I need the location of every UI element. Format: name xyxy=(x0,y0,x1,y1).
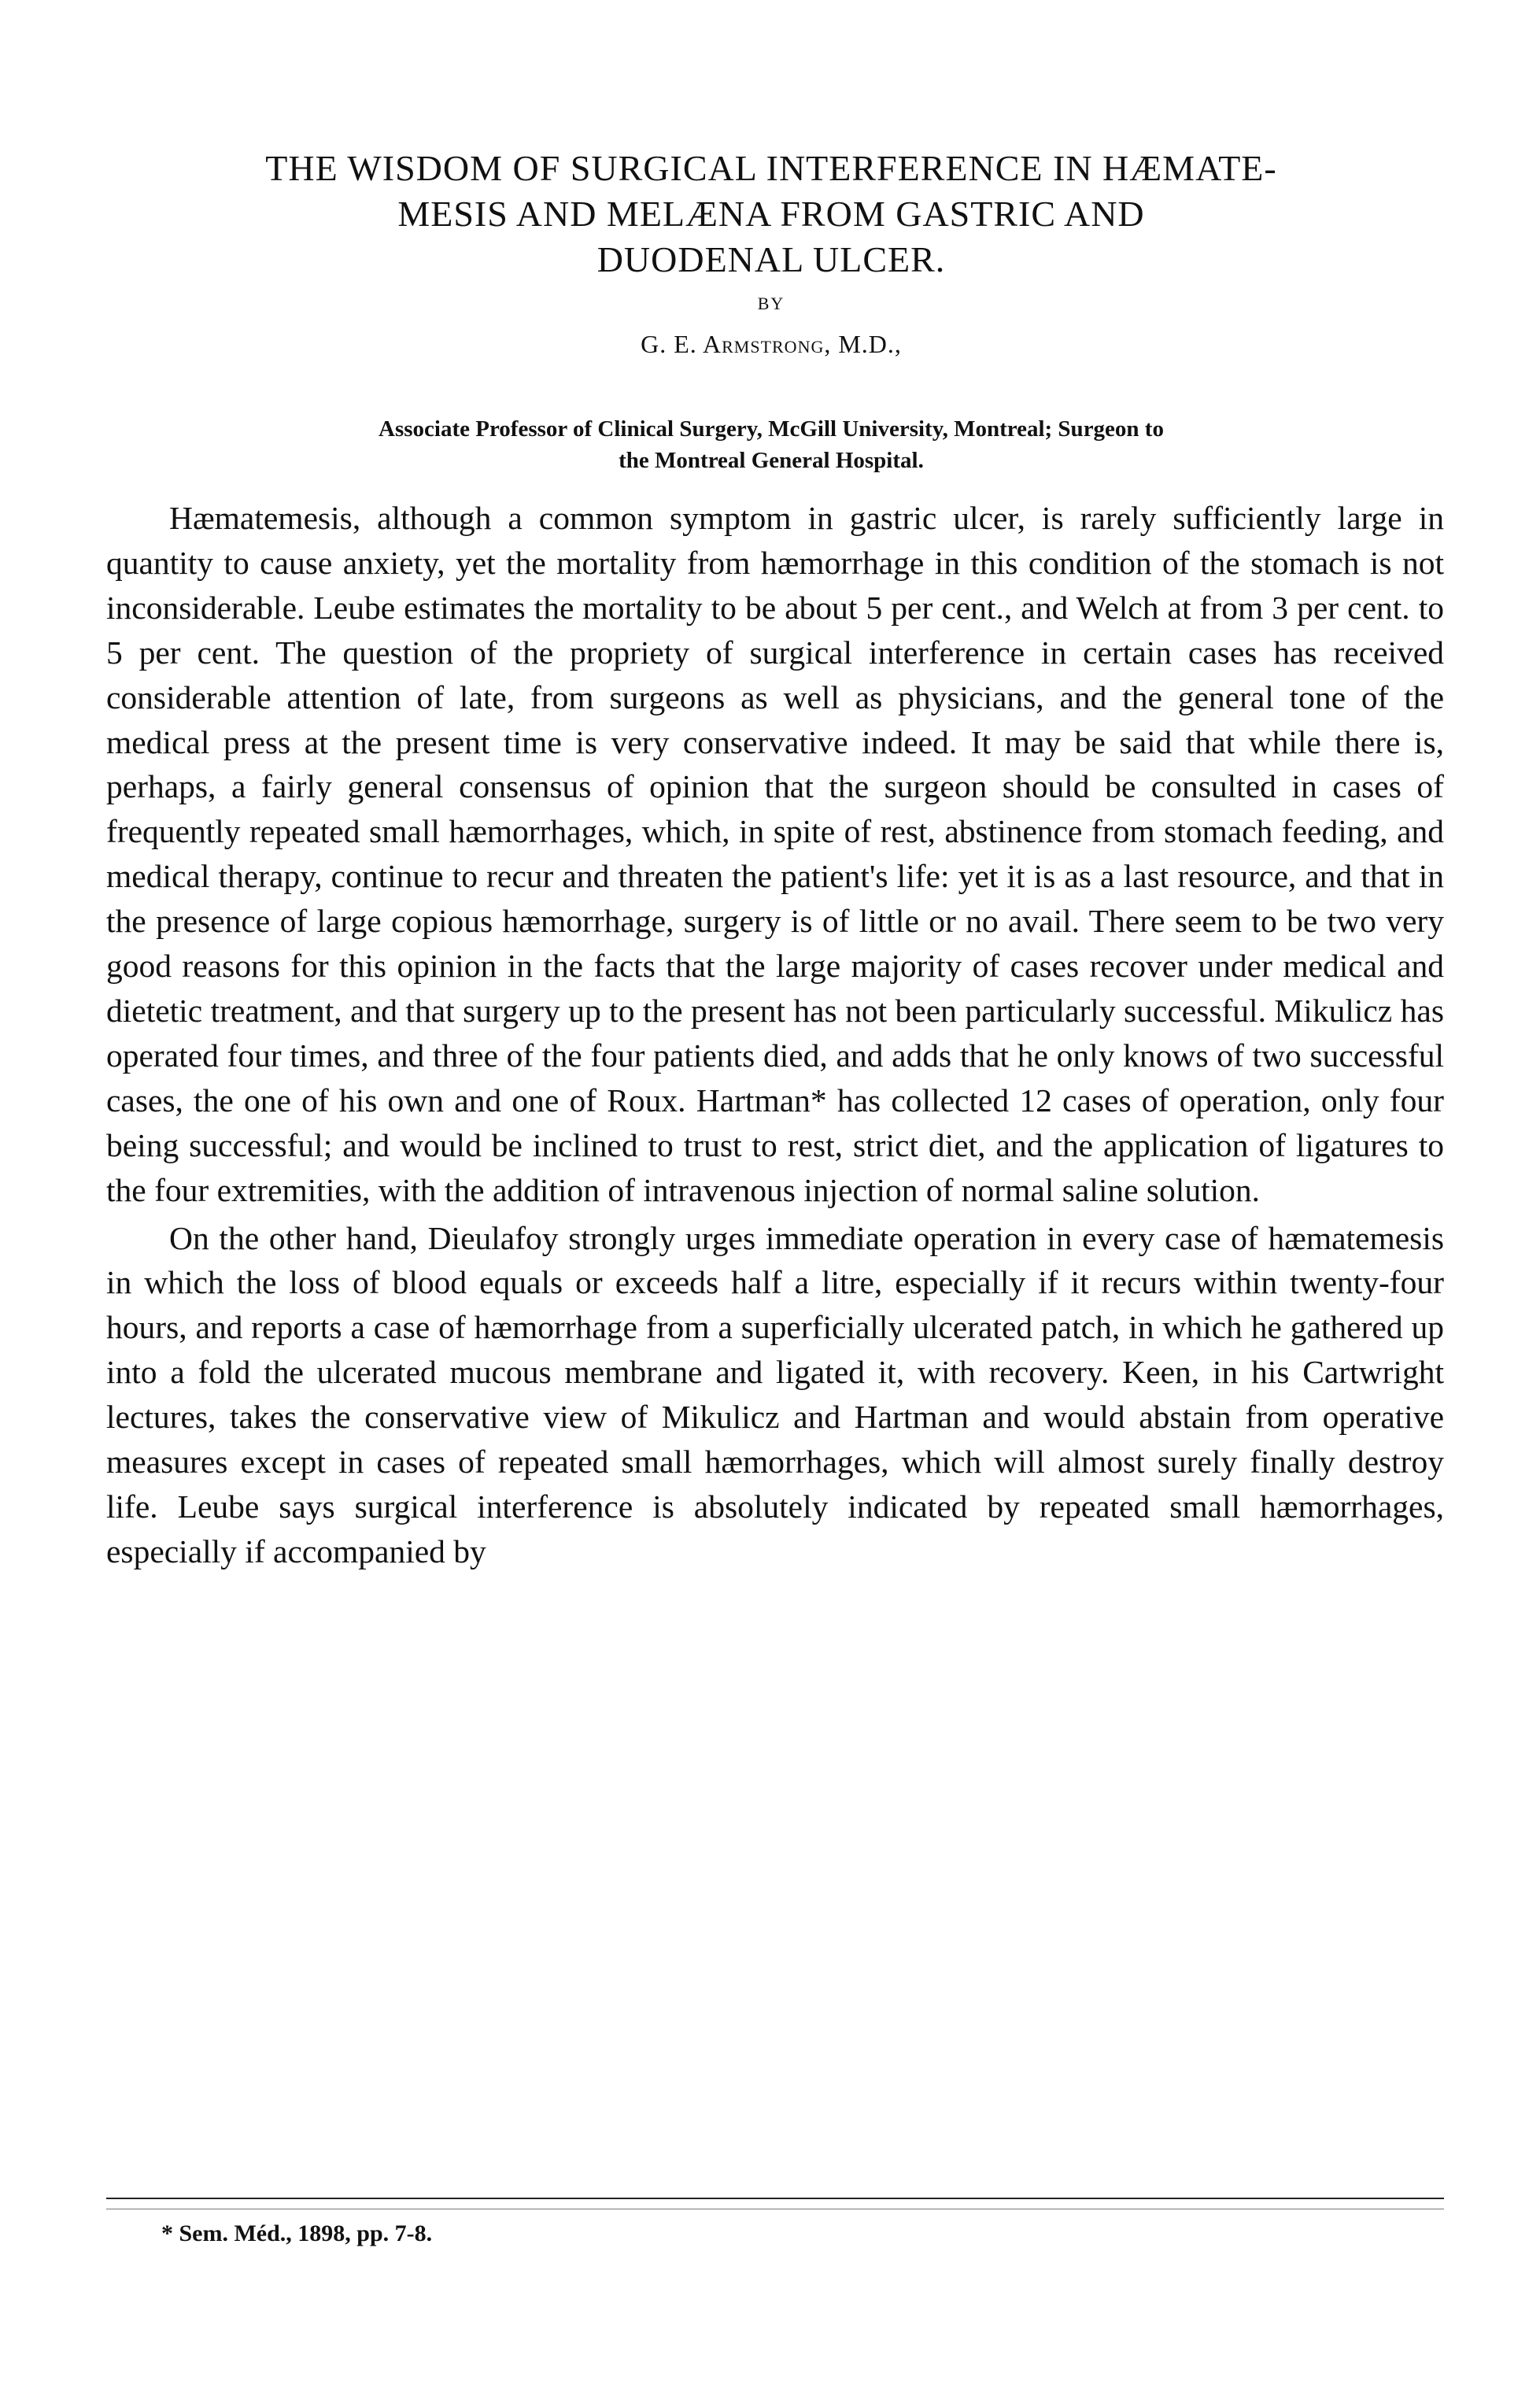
author-affiliation xyxy=(87,413,1456,476)
body-paragraph-2: On the other hand, Dieulafoy strongly urges immediate operation in every case of hæmatemesis in which the loss of blood equals or exceeds half a litre, especially if it recurs within twenty-four hours, and reports a case of hæmorrhage from a superficially ulcerated patch, in which he gathered up into a fold the ulcerated mucous membrane and ligated it, with recovery. Keen, in his Cartwright lectures, takes the conservative view of Mikulicz and Hartman and would abstain from operative measures except in cases of repeated small hæmorrhages, which will almost surely finally destroy life. Leube says surgical interference is absolutely indicated by repeated small hæmorrhages, especially if accompanied by xyxy=(106,1219,1444,1569)
footnote-divider xyxy=(106,2198,1444,2199)
affiliation-line-2: the Montreal General Hospital. xyxy=(619,448,924,473)
article-header xyxy=(94,146,1448,363)
body-paragraph-1: Hæmatemesis, although a common symptom in gastric ulcer, is rarely sufficiently large in quantity to cause anxiety, yet the mortality from hæmorrhage in this condition of the stomach is not inconsiderable. Leube estimates the mortality to be about 5 per cent., and Welch at from 3 per cent. to 5 per cent. The question of the propriety of surgical interference in certain cases has received considerable attention of late, from surgeons as well as physicians, and the general tone of the medical press at the present time is very conservative indeed. It may be said that while there is, perhaps, a fairly general consensus of opinion that the surgeon should be consulted in cases of frequently repeated small hæmorrhages, which, in spite of rest, abstinence from stomach feeding, and medical therapy, continue to recur and threaten the patient's life: yet it is as a last resource, and that in the presence of large copious hæmorrhage, surgery is of little or no avail. There seem to be two very good reasons for this opinion in the facts that the large majority of cases recover under medical and dietetic treatment, and that surgery up to the present has not been particularly successful. Mikulicz has operated four times, and three of the four patients died, and adds that he only knows of two successful cases, the one of his own and one of Roux. Hartman* has collected 12 cases of operation, only four being successful; and would be inclined to trust to rest, strict diet, and the application of ligatures to the four extremities, with the addition of intravenous injection of normal saline solution. xyxy=(106,500,1444,1208)
article-body xyxy=(106,496,1444,1577)
footnote: * Sem. Méd., 1898, pp. 7-8. xyxy=(161,2220,433,2246)
author-name: G. E. Armstrong, M.D., xyxy=(641,330,902,358)
article-title-line-3: DUODENAL ULCER. xyxy=(596,239,946,279)
byline: BY xyxy=(757,294,785,313)
article-title-line-1: THE WISDOM OF SURGICAL INTERFERENCE IN HÆMATE- xyxy=(265,148,1277,188)
affiliation-line-1: Associate Professor of Clinical Surgery, McGill University, Montreal; Surgeon to xyxy=(379,416,1164,442)
article-title-line-2: MESIS AND MELÆNA FROM GASTRIC AND xyxy=(397,194,1145,234)
